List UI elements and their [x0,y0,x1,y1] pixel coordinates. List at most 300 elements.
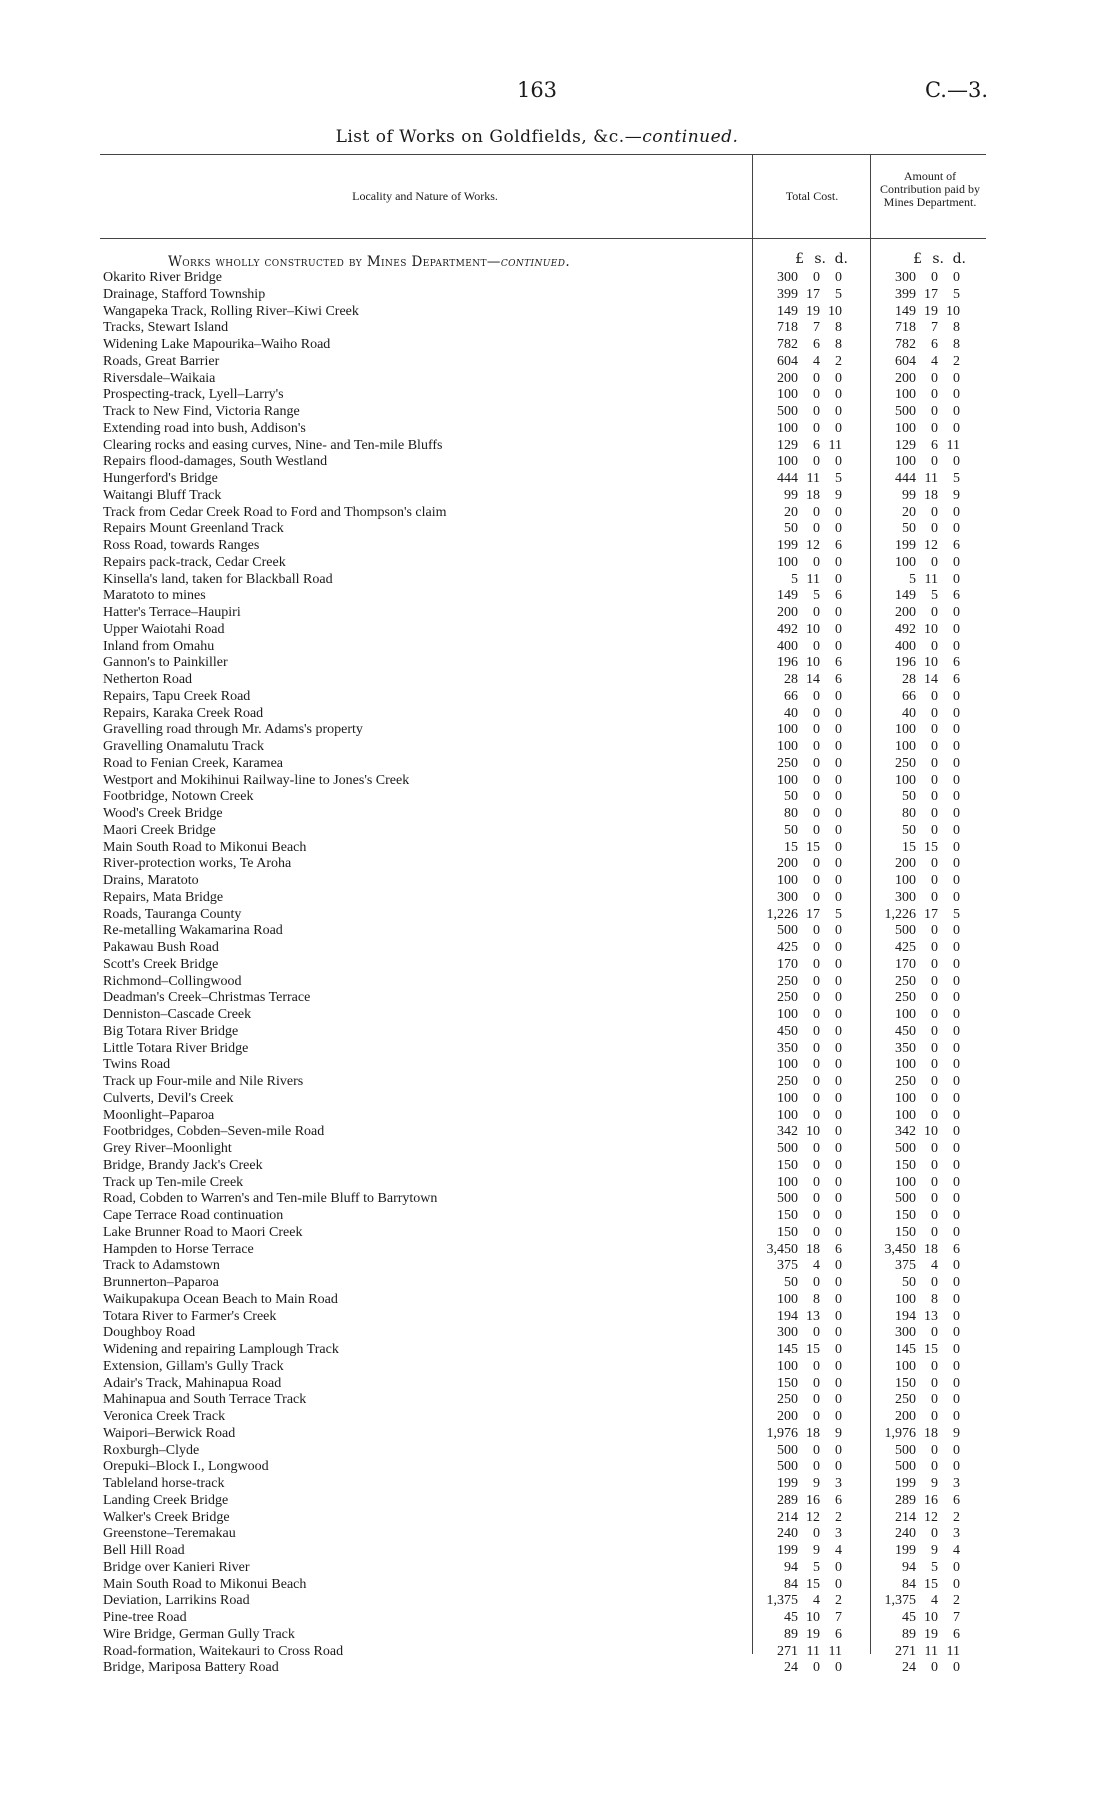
pounds: 84 [902,1576,916,1592]
shillings: 17 [924,906,938,922]
table-row [0,588,1114,605]
shillings: 10 [924,655,938,671]
shillings: 0 [813,404,820,419]
work-name: Prospecting-track, Lyell–Larry's [103,387,284,403]
shillings: 0 [931,722,938,738]
pounds: 782 [777,337,798,352]
shillings: 10 [924,1124,938,1140]
work-name: Mahinapua and South Terrace Track [103,1392,307,1408]
pounds: 66 [902,688,916,704]
pounds: 66 [784,688,798,704]
pounds: 1,976 [766,1425,798,1441]
pence: 0 [835,1342,842,1357]
shillings: 17 [806,286,820,302]
pence: 0 [953,1107,960,1123]
shillings: 0 [931,1224,938,1240]
shillings: 0 [931,1275,938,1290]
shillings: 18 [806,487,820,503]
pounds: 50 [784,521,798,537]
work-name: Widening Lake Mapourika–Waiho Road [103,337,331,352]
shillings: 0 [813,370,820,386]
pounds: 199 [777,1543,798,1558]
work-name: River-protection works, Te Aroha [103,856,292,872]
units-total [760,251,848,267]
contribution-amount [872,1175,990,1191]
shillings: 0 [931,1057,938,1073]
shillings: 4 [931,1258,938,1274]
contribution-amount [872,722,990,738]
table-row [0,789,1114,806]
total-cost [754,1376,872,1392]
pounds: 289 [777,1492,798,1508]
contribution-amount [872,1644,990,1660]
work-name: Walker's Creek Bridge [103,1509,230,1525]
pounds: 100 [777,454,798,470]
pence: 0 [953,504,960,520]
pence: 0 [953,1141,960,1156]
contribution-amount [872,1476,990,1492]
total-cost [754,1342,872,1358]
pence: 7 [835,1610,842,1625]
pounds: 150 [777,1208,798,1223]
shillings: 0 [931,973,938,989]
pence: 4 [835,1543,842,1558]
work-name: Bell Hill Road [103,1543,185,1558]
work-name: Main South Road to Mikonui Beach [103,1576,307,1592]
pounds: 300 [895,1325,916,1341]
shillings: 9 [931,1543,938,1558]
pounds: 194 [777,1308,798,1324]
shillings: 0 [813,1174,820,1190]
pence: 2 [953,353,960,369]
pence: 0 [953,1459,960,1475]
total-cost [754,521,872,537]
shillings: 7 [931,320,938,336]
page-code: C.—3. [924,78,988,102]
pence: 0 [835,605,842,620]
pounds: 89 [902,1626,916,1642]
work-name: Big Totara River Bridge [103,1023,239,1039]
table-row [0,1309,1114,1326]
contribution-amount [872,1191,990,1207]
shillings: 18 [924,487,938,503]
table-row [0,655,1114,672]
pounds: 5 [909,571,916,587]
work-name: Repairs flood-damages, South Westland [103,454,328,470]
pounds: 100 [895,1358,916,1374]
shillings: 0 [931,739,938,754]
pence: 0 [835,1258,842,1274]
pounds: 100 [895,772,916,788]
pence: 9 [953,487,960,503]
pounds: 289 [895,1492,916,1508]
pounds: 100 [777,1174,798,1190]
pounds: 500 [777,1141,798,1156]
contribution-amount [872,773,990,789]
pounds: 200 [777,370,798,386]
pence: 0 [953,772,960,788]
pounds: 500 [895,1442,916,1458]
pounds: 500 [777,1191,798,1207]
contribution-amount [872,538,990,554]
shillings: 15 [924,1342,938,1357]
pounds: 20 [902,504,916,520]
table-row [0,1543,1114,1560]
work-name: Repairs Mount Greenland Track [103,521,284,537]
pounds: 450 [777,1023,798,1039]
pence: 0 [953,1409,960,1424]
shillings: 0 [931,990,938,1006]
pence: 0 [835,404,842,419]
table-row [0,907,1114,924]
total-cost [754,1175,872,1191]
pence: 0 [835,1107,842,1123]
pounds: 350 [895,1040,916,1056]
pounds: 492 [895,621,916,637]
work-name: Track to New Find, Victoria Range [103,404,300,419]
total-cost [754,1074,872,1090]
table-row [0,538,1114,555]
table-row [0,1292,1114,1309]
shillings: 18 [806,1241,820,1257]
shillings: 16 [924,1492,938,1508]
table-row [0,1108,1114,1125]
shillings: 6 [931,437,938,453]
pence: 0 [953,973,960,989]
pence: 0 [835,1325,842,1341]
pence: 0 [953,1308,960,1324]
pence: 11 [828,1643,842,1659]
shillings: 19 [924,1626,938,1642]
work-name: Re-metalling Wakamarina Road [103,923,283,939]
pounds: 45 [902,1610,916,1625]
pence: 6 [835,538,842,553]
pence: 5 [835,286,842,302]
total-cost [754,689,872,705]
shillings: 5 [931,1559,938,1575]
pounds: 170 [895,956,916,972]
pence: 6 [835,1626,842,1642]
shillings: 0 [813,1157,820,1173]
pounds: 200 [895,605,916,620]
total-cost [754,1208,872,1224]
total-cost [754,773,872,789]
pounds: 50 [784,1275,798,1290]
shillings: 15 [924,1576,938,1592]
table-row [0,438,1114,455]
shillings: 0 [813,772,820,788]
total-cost [754,655,872,671]
header-locality: Locality and Nature of Works. [352,189,498,203]
table-row [0,454,1114,471]
pounds: 199 [895,1543,916,1558]
table-row [0,1476,1114,1493]
shillings: 12 [924,538,938,553]
pence: 9 [953,1425,960,1441]
table-row [0,957,1114,974]
work-name: Hatter's Terrace–Haupiri [103,605,241,620]
work-name: Upper Waiotahi Road [103,621,225,637]
pence: 2 [835,1593,842,1609]
pence: 3 [953,1476,960,1491]
table-row [0,1091,1114,1108]
shillings: 0 [813,1023,820,1039]
pence: 11 [946,437,960,453]
total-cost [754,940,872,956]
pence: 0 [835,638,842,654]
pounds: 100 [777,554,798,570]
contribution-amount [872,706,990,722]
work-name: Repairs, Mata Bridge [103,889,224,905]
shillings: 11 [924,571,938,587]
work-name: Riversdale–Waikaia [103,370,216,386]
pounds: 149 [895,588,916,604]
pence: 0 [835,956,842,972]
shillings: 18 [924,1425,938,1441]
pounds: 300 [777,270,798,285]
pence: 0 [835,1090,842,1106]
pounds: 199 [895,1476,916,1491]
table-row [0,1376,1114,1393]
pence: 0 [835,1224,842,1240]
table-row [0,639,1114,656]
total-cost [754,320,872,336]
work-name: Hampden to Horse Terrace [103,1241,254,1257]
pounds: 100 [895,554,916,570]
pence: 0 [953,1157,960,1173]
pence: 0 [835,705,842,721]
contribution-amount [872,1392,990,1408]
pounds: 250 [777,990,798,1006]
pence: 2 [953,1509,960,1525]
total-cost [754,1024,872,1040]
shillings: 0 [931,554,938,570]
pounds: 28 [784,672,798,687]
shillings: 9 [931,1476,938,1491]
pounds: 1,226 [884,906,916,922]
total-cost [754,555,872,571]
shillings: 4 [931,1593,938,1609]
table-row [0,990,1114,1007]
contribution-amount [872,1108,990,1124]
pence: 0 [953,1057,960,1073]
shillings: 11 [806,1643,820,1659]
header-contribution: Amount of Contribution paid by Mines Department. [880,169,980,209]
total-cost [754,1158,872,1174]
pence: 0 [835,1191,842,1207]
table-row [0,873,1114,890]
contribution-amount [872,1627,990,1643]
shillings: 0 [931,856,938,872]
total-cost [754,1007,872,1023]
pounds: 150 [777,1224,798,1240]
shillings: 0 [813,956,820,972]
total-cost [754,823,872,839]
shillings: 0 [931,822,938,838]
pounds: 20 [784,504,798,520]
pounds: 500 [895,404,916,419]
work-name: Greenstone–Teremakau [103,1526,236,1542]
pence: 5 [953,471,960,486]
contribution-amount [872,337,990,353]
pence: 0 [953,739,960,754]
unit-pounds: £ [795,251,804,267]
total-cost [754,605,872,621]
contribution-amount [872,1242,990,1258]
work-name: Culverts, Devil's Creek [103,1090,234,1106]
shillings: 18 [924,1241,938,1257]
pounds: 196 [895,655,916,671]
pence: 0 [953,554,960,570]
pence: 0 [835,923,842,939]
table-row [0,806,1114,823]
pence: 6 [835,1241,842,1257]
pounds: 500 [895,1141,916,1156]
pence: 0 [835,1275,842,1290]
pence: 0 [835,1040,842,1056]
pence: 0 [953,1392,960,1408]
shillings: 0 [813,270,820,285]
table-row [0,421,1114,438]
pence: 0 [953,1040,960,1056]
total-cost [754,304,872,320]
work-name: Wire Bridge, German Gully Track [103,1626,295,1642]
work-name: Bridge, Brandy Jack's Creek [103,1157,263,1173]
section-text: Works wholly constructed by Mines Department— [168,254,501,270]
pence: 0 [953,605,960,620]
pounds: 250 [777,1074,798,1089]
pounds: 100 [895,387,916,403]
pence: 0 [835,739,842,754]
table-row [0,940,1114,957]
contribution-amount [872,1359,990,1375]
pence: 5 [953,286,960,302]
total-cost [754,990,872,1006]
shillings: 0 [931,1157,938,1173]
shillings: 0 [931,772,938,788]
pence: 0 [835,1459,842,1475]
pounds: 100 [895,1057,916,1073]
shillings: 0 [813,973,820,989]
pounds: 129 [895,437,916,453]
contribution-amount [872,1275,990,1291]
shillings: 0 [931,1090,938,1106]
total-cost [754,505,872,521]
pounds: 145 [777,1342,798,1357]
pounds: 300 [895,270,916,285]
pence: 11 [946,1643,960,1659]
pence: 0 [953,1291,960,1307]
shillings: 0 [931,789,938,805]
pence: 0 [835,822,842,838]
table-row [0,1610,1114,1627]
total-cost [754,287,872,303]
shillings: 0 [813,990,820,1006]
table-row [0,756,1114,773]
contribution-amount [872,438,990,454]
shillings: 0 [813,1224,820,1240]
pounds: 500 [777,923,798,939]
table-row [0,1644,1114,1661]
total-cost [754,1292,872,1308]
work-name: Wood's Creek Bridge [103,806,223,821]
header-total-cost: Total Cost. [785,189,839,203]
total-cost [754,438,872,454]
shillings: 0 [813,1107,820,1123]
contribution-amount [872,287,990,303]
pounds: 200 [895,856,916,872]
shillings: 0 [931,420,938,436]
shillings: 11 [924,1643,938,1659]
pounds: 100 [777,873,798,888]
contribution-amount [872,789,990,805]
pounds: 444 [777,471,798,486]
work-name: Tracks, Stewart Island [103,320,229,336]
contribution-amount [872,1526,990,1542]
contribution-amount [872,588,990,604]
units-contribution [878,251,966,267]
contribution-amount [872,1510,990,1526]
work-name: Road, Cobden to Warren's and Ten-mile Bluff to Barrytown [103,1191,438,1207]
pence: 6 [953,588,960,604]
work-name: Waitangi Bluff Track [103,487,222,503]
table-row [0,773,1114,790]
pounds: 500 [777,404,798,419]
contribution-amount [872,1593,990,1609]
shillings: 0 [931,923,938,939]
shillings: 10 [806,1610,820,1625]
work-name: Netherton Road [103,672,193,687]
shillings: 15 [806,1576,820,1592]
shillings: 0 [931,270,938,285]
pence: 0 [953,839,960,855]
contribution-amount [872,1091,990,1107]
pence: 0 [835,504,842,520]
pence: 4 [953,1543,960,1558]
shillings: 0 [931,1208,938,1223]
shillings: 0 [931,1409,938,1424]
pounds: 1,375 [766,1593,798,1609]
total-cost [754,1476,872,1492]
pence: 7 [953,1610,960,1625]
total-cost [754,1660,872,1676]
pence: 0 [835,839,842,855]
total-cost [754,1644,872,1660]
shillings: 0 [931,605,938,620]
pence: 0 [953,940,960,955]
contribution-amount [872,320,990,336]
table-row [0,1208,1114,1225]
pounds: 100 [895,1107,916,1123]
pounds: 15 [784,839,798,855]
pence: 0 [953,1275,960,1290]
pence: 0 [835,789,842,805]
pounds: 100 [895,739,916,754]
shillings: 0 [931,638,938,654]
pounds: 89 [784,1626,798,1642]
table-row [0,605,1114,622]
pence: 3 [835,1476,842,1491]
total-cost [754,371,872,387]
total-cost [754,856,872,872]
pounds: 28 [902,672,916,687]
total-cost [754,1041,872,1057]
pounds: 271 [895,1643,916,1659]
pounds: 500 [777,1459,798,1475]
shillings: 15 [806,1342,820,1357]
contribution-amount [872,1577,990,1593]
shillings: 18 [806,1425,820,1441]
